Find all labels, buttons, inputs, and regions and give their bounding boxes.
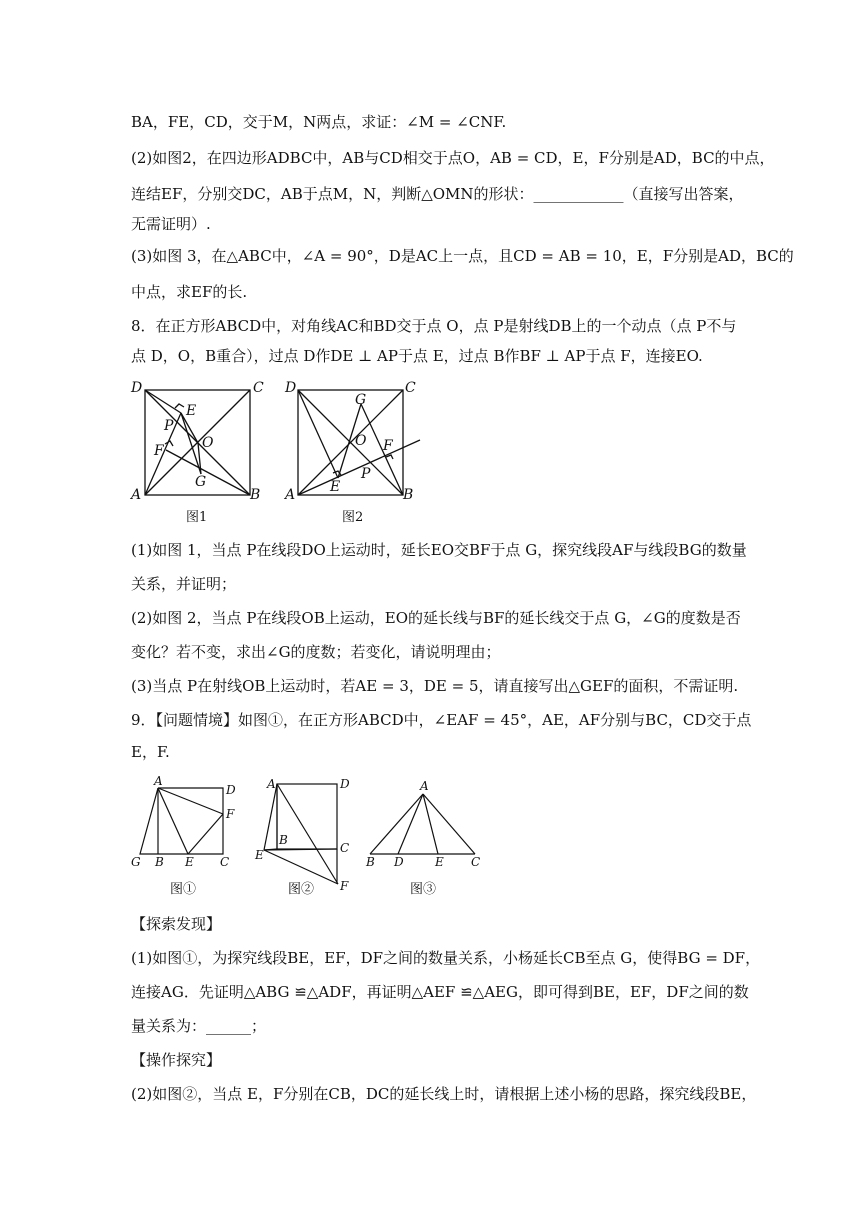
- label-B: B: [155, 855, 164, 869]
- label-D: D: [340, 777, 350, 791]
- label-G: G: [195, 474, 207, 490]
- label-C: C: [471, 855, 481, 869]
- text-line-7: 8．在正方形ABCD中，对角线AC和BD交于点 O，点 P是射线DB上的一个动点（点 P不与: [131, 317, 737, 335]
- label-F: F: [154, 443, 164, 459]
- text-line-6: 中点，求EF的长.: [131, 283, 248, 301]
- caption-fig8-1: 图1: [186, 510, 208, 525]
- text-line-13: (3)当点 P在射线OB上运动时，若AE = 3，DE = 5，请直接写出△GEF的面积，不需证明.: [131, 677, 739, 695]
- label-A: A: [267, 777, 276, 791]
- caption-fig9-1: 图①: [170, 882, 197, 897]
- text-line-18: 连接AG．先证明△ABG ≌△ADF，再证明△AEF ≌△AEG，即可得到BE，EF，DF之间的数: [131, 983, 749, 1001]
- label-B: B: [250, 487, 261, 500]
- figure-9-1: [128, 774, 243, 874]
- caption-fig9-2: 图②: [288, 882, 315, 897]
- label-C: C: [340, 841, 350, 855]
- label-P: P: [361, 466, 371, 482]
- text-line-4: 无需证明）.: [131, 215, 211, 233]
- text-line-20: 【操作探究】: [131, 1051, 222, 1069]
- text-line-16: 【探索发现】: [131, 915, 222, 933]
- label-D: D: [226, 783, 236, 797]
- label-B: B: [279, 833, 288, 847]
- label-A: A: [154, 774, 163, 788]
- text-line-3: 连结EF，分别交DC，AB于点M，N，判断△OMN的形状：____________（直接写出答案，: [131, 185, 744, 203]
- label-A: A: [285, 487, 296, 500]
- label-P: P: [164, 418, 174, 434]
- label-C: C: [253, 380, 264, 396]
- label-E: E: [185, 855, 194, 869]
- text-line-19: 量关系为：______；: [131, 1017, 267, 1035]
- label-E: E: [186, 403, 197, 419]
- caption-fig9-3: 图③: [410, 882, 437, 897]
- figure-9-3: [360, 774, 490, 874]
- text-line-21: (2)如图②，当点 E，F分别在CB，DC的延长线上时，请根据上述小杨的思路，探究线段BE，: [131, 1085, 757, 1103]
- label-G: G: [355, 392, 367, 408]
- figure-8-2: [283, 378, 428, 500]
- label-D: D: [285, 380, 297, 396]
- text-line-17: (1)如图①，为探究线段BE，EF，DF之间的数量关系，小杨延长CB至点 G，使得BG = DF，: [131, 949, 761, 967]
- text-line-14: 9．【问题情境】如图①，在正方形ABCD中，∠EAF = 45°，AE，AF分别与BC，CD交于点: [131, 711, 752, 729]
- label-F: F: [340, 879, 349, 893]
- text-line-9: (1)如图 1，当点 P在线段DO上运动时，延长EO交BF于点 G，探究线段AF与线段BG的数量: [131, 541, 747, 559]
- text-line-10: 关系，并证明；: [131, 575, 237, 593]
- label-G: G: [131, 855, 141, 869]
- label-E: E: [435, 855, 444, 869]
- label-B: B: [403, 487, 414, 500]
- label-D: D: [131, 380, 143, 396]
- text-line-2: (2)如图2，在四边形ADBC中，AB与CD相交于点O，AB = CD，E，F分别是AD，BC的中点，: [131, 149, 775, 167]
- label-A: A: [131, 487, 142, 500]
- label-F: F: [226, 807, 235, 821]
- text-line-12: 变化？若不变，求出∠G的度数；若变化，请说明理由；: [131, 643, 501, 661]
- figure-8-1: [128, 378, 268, 500]
- text-line-8: 点 D，O，B重合），过点 D作DE ⊥ AP于点 E，过点 B作BF ⊥ AP于点 F，连接EO.: [131, 347, 703, 365]
- label-D: D: [394, 855, 404, 869]
- label-C: C: [405, 380, 416, 396]
- label-A: A: [420, 779, 429, 793]
- text-line-15: E，F.: [131, 743, 170, 761]
- label-F: F: [383, 438, 393, 454]
- text-line-11: (2)如图 2，当点 P在线段OB上运动，EO的延长线与BF的延长线交于点 G，∠G的度数是否: [131, 609, 741, 627]
- label-O: O: [202, 435, 214, 451]
- caption-fig8-2: 图2: [342, 510, 364, 525]
- figure-9-2: [250, 774, 360, 894]
- text-line-1: BA，FE，CD，交于M，N两点，求证：∠M = ∠CNF.: [131, 113, 507, 131]
- text-line-5: (3)如图 3，在△ABC中，∠A = 90°，D是AC上一点，且CD = AB = 10，E，F分别是AD，BC的: [131, 247, 794, 265]
- label-E: E: [255, 848, 264, 862]
- label-O: O: [355, 433, 367, 449]
- label-E: E: [330, 479, 341, 495]
- label-B: B: [366, 855, 375, 869]
- label-C: C: [220, 855, 230, 869]
